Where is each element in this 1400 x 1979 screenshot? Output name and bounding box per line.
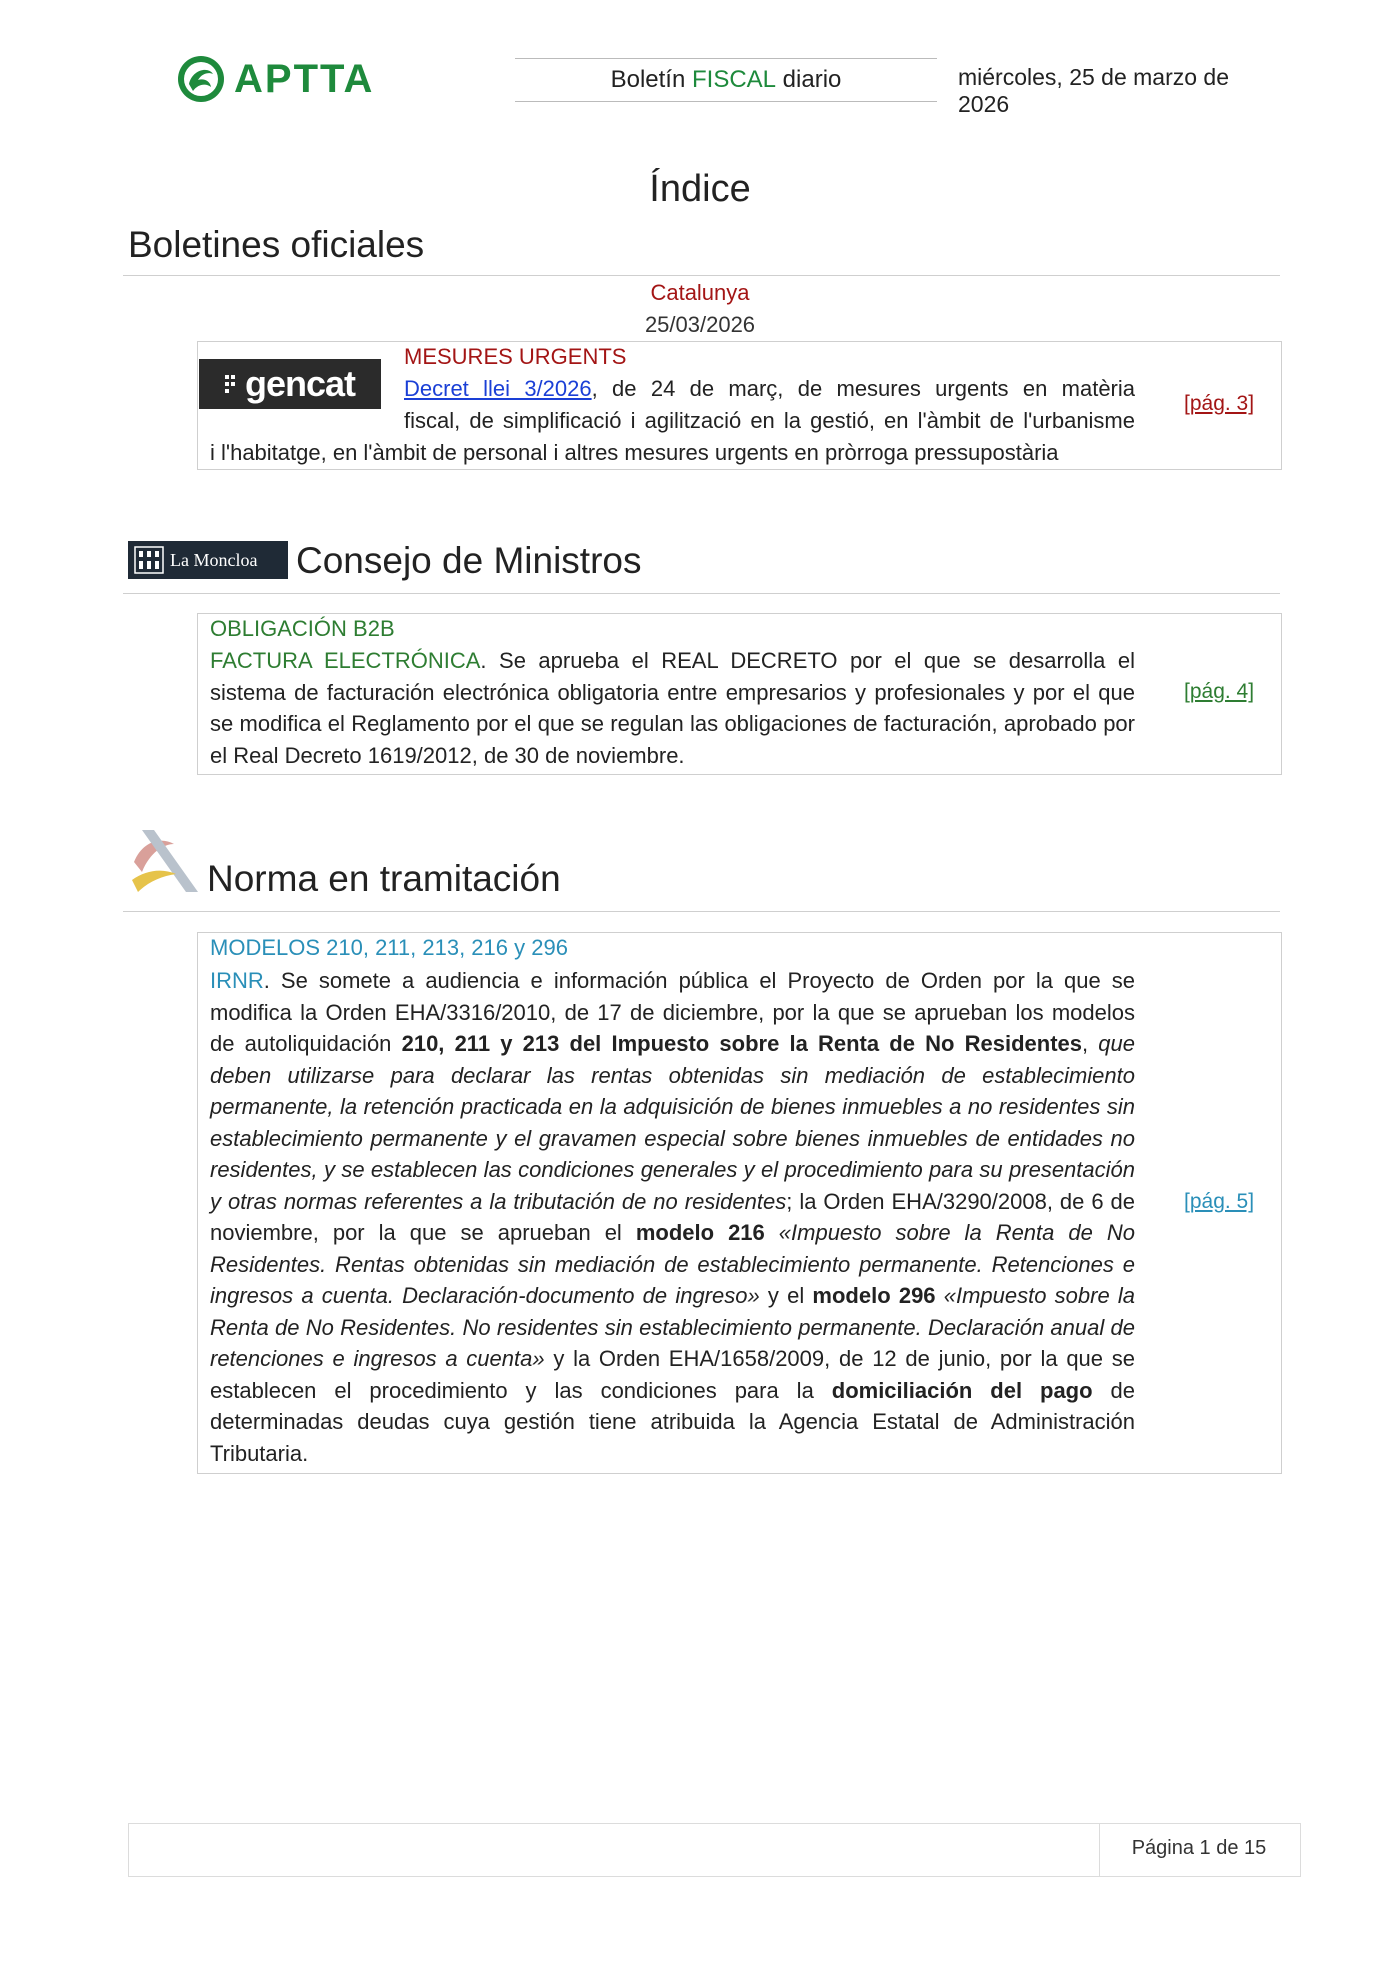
entry-topic: MODELOS 210, 211, 213, 216 y 296 xyxy=(210,935,568,960)
section-divider xyxy=(123,593,1280,594)
page-link-5[interactable]: [pág. 5] xyxy=(1184,1190,1255,1213)
entry-italic-part: que deben utilizarse para declarar las rentas obtenidas sin mediación de establecimiento permanente, la retención practicada en la adquisición de bienes inmuebles a no residentes sin establecimiento permanente y el gravamen especial sobre bienes inmuebles de entidades no residentes, y se establecen las condiciones generales y el procedimiento para su presentación y otras normas referentes a la tributación de no residentes xyxy=(210,1031,1135,1214)
entry-bold-part: modelo 216 xyxy=(635,1220,765,1245)
entry-text xyxy=(210,645,1135,771)
entry-body-part: , xyxy=(1082,1031,1099,1056)
section-title-norma: Norma en tramitación xyxy=(207,858,561,899)
entry-italic-part: «Impuesto sobre la Renta de No Residentes. Rentas obtenidas sin mediación de establecimiento permanente. Retenciones e ingresos a cuenta. Declaración-documento de ingreso» xyxy=(210,1220,1136,1308)
page-link-4[interactable]: [pág. 4] xyxy=(1184,680,1255,703)
entry-body-part: y el xyxy=(759,1283,813,1308)
entry-text xyxy=(210,965,1135,1469)
entry-body-part: ; la Orden EHA/3290/2008, de 6 de noviembre, por la que se aprueban el xyxy=(210,1188,1136,1245)
index-title: Índice xyxy=(649,168,751,210)
bulletin-title-pre: Boletín xyxy=(610,66,692,93)
entry-text-line2: fiscal, de simplificació i agilització en la gestió, en l'àmbit de l'urbanisme xyxy=(404,408,1135,433)
decree-link[interactable]: Decret llei 3/2026 xyxy=(404,376,592,401)
entry-bold-part: modelo 296 xyxy=(812,1283,936,1308)
logo-text: APTTA xyxy=(234,56,375,101)
header-date: miércoles, 25 de marzo de 2026 xyxy=(958,64,1230,117)
entry-lead: FACTURA ELECTRÓNICA xyxy=(210,648,481,673)
moncloa-logo-text: La Moncloa xyxy=(170,549,258,570)
page-link-3[interactable]: [pág. 3] xyxy=(1184,392,1255,415)
entry-text-line1-rest: , de 24 de març, de mesures urgents en matèria xyxy=(591,376,1136,401)
region-date: 25/03/2026 xyxy=(644,312,756,337)
entry-text-line3: i l'habitatge, en l'àmbit de personal i altres mesures urgents en pròrroga pressupostària xyxy=(210,440,1059,465)
section-title-consejo: Consejo de Ministros xyxy=(296,540,642,581)
moncloa-building-icon xyxy=(134,546,164,574)
moncloa-logo xyxy=(128,541,288,579)
entry-body-part: de determinadas deudas cuya gestión tiene atribuida la Agencia Estatal de Administración Tributaria. xyxy=(210,1377,1135,1466)
entry-topic: MESURES URGENTS xyxy=(404,344,627,369)
bulletin-title-post: diario xyxy=(776,66,842,93)
entry-body-part: y la Orden EHA/1658/2009, de 12 de junio, por la que se establecen el procedimiento y las condiciones para la xyxy=(210,1346,1135,1403)
section-divider xyxy=(123,275,1280,276)
entry-topic: OBLIGACIÓN B2B xyxy=(210,616,395,641)
gencat-dots-icon xyxy=(225,373,239,395)
entry-text-line1 xyxy=(404,373,1135,405)
region-name: Catalunya xyxy=(650,280,750,305)
gencat-logo-text: gencat xyxy=(244,363,356,404)
entry-body-part: . Se somete a audiencia e información pública el Proyecto de Orden por la que se modifica la Orden EHA/3316/2010, de 17 de diciembre, por la que se aprueban los modelos de autoliquidación xyxy=(210,968,1135,1056)
footer xyxy=(128,1823,1301,1877)
entry-italic-part: «Impuesto sobre la Renta de No Residentes. No residentes sin establecimiento permanente. Declaración anual de retenciones e ingresos a cuenta» xyxy=(210,1283,1135,1371)
bulletin-title-highlight: FISCAL xyxy=(691,66,777,93)
aptta-emblem-icon xyxy=(176,54,226,104)
bulletin-title xyxy=(515,58,937,102)
gencat-logo xyxy=(199,359,381,409)
entry-bold-part: 210, 211 y 213 del Impuesto sobre la Renta de No Residentes xyxy=(401,1031,1082,1056)
entry-bold-part: domiciliación del pago xyxy=(831,1377,1093,1403)
page-number: Página 1 de 15 xyxy=(1131,1837,1267,1859)
entry-body: . Se aprueba el REAL DECRETO por el que se desarrolla el sistema de facturación electrónica obligatoria entre empresarios y profesionales y por el que se modifica el Reglamento por el que se regulan las obligaciones de facturación, aprobado por el Real Decreto 1619/2012, de 30 de noviembre. xyxy=(210,648,1136,768)
entry-lead: IRNR xyxy=(210,968,264,993)
aeat-logo-icon xyxy=(128,822,204,898)
section-divider xyxy=(123,911,1280,912)
aptta-logo xyxy=(176,52,396,106)
section-title-boletines: Boletines oficiales xyxy=(128,224,425,265)
